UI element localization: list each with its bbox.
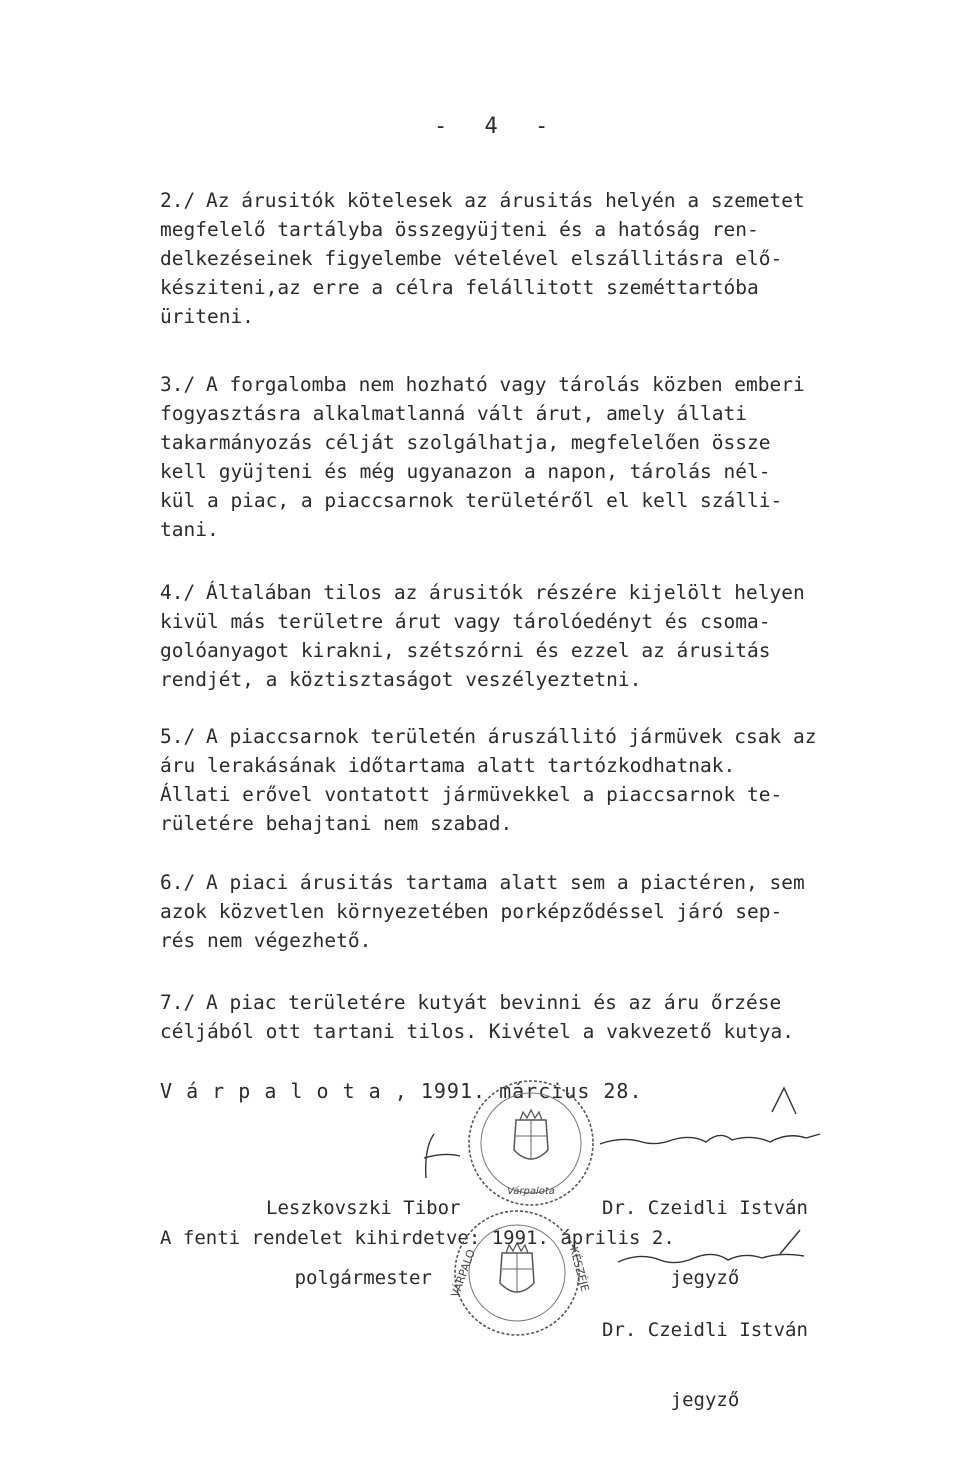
paragraph-4 <box>160 578 860 694</box>
paragraph-line: kell gyüjteni és még ugyanazon a napon, tárolás nél- <box>160 460 771 483</box>
svg-text:Várpalota: Várpalota <box>507 1186 555 1197</box>
paragraph-number: 5./ <box>160 725 196 748</box>
paragraph-line: delkezéseinek figyelembe vételével elszállitásra elő- <box>160 247 783 270</box>
notary2-title: jegyző <box>670 1389 740 1411</box>
paragraph-line: A piac területére kutyát bevinni és az áru őrzése <box>206 991 782 1014</box>
paragraph-line: tani. <box>160 518 219 541</box>
paragraph-2 <box>160 186 860 331</box>
paragraph-line: fogyasztásra alkalmatlanná vált árut, amely állati <box>160 402 747 425</box>
paragraph-3 <box>160 370 860 544</box>
paragraph-number: 3./ <box>160 373 196 396</box>
mayor-name: Leszkovszki Tibor <box>266 1197 461 1219</box>
paragraph-line: céljából ott tartani tilos. Kivétel a vakvezető kutya. <box>160 1020 794 1043</box>
svg-text:KÉSZÉJE: KÉSZÉJE <box>567 1245 592 1294</box>
place-date: V á r p a l o t a , 1991. március 28. <box>160 1079 643 1103</box>
paragraph-line: áru lerakásának időtartama alatt tartózkodhatnak. <box>160 754 736 777</box>
paragraph-line: rés nem végezhető. <box>160 929 372 952</box>
paragraph-line: rendjét, a köztisztaságot veszélyeztetni. <box>160 668 642 691</box>
paragraph-line: takarmányozás célját szolgálhatja, megfelelően össze <box>160 431 771 454</box>
announcement: A fenti rendelet kihirdetve: 1991. április 2. <box>160 1227 675 1249</box>
mayor-title: polgármester <box>294 1267 432 1289</box>
notary-title: jegyző <box>670 1267 740 1289</box>
paragraph-7 <box>160 988 860 1046</box>
official-seal-stamp-2 <box>442 1198 592 1348</box>
paragraph-number: 2./ <box>160 189 196 212</box>
notary-signature <box>592 1084 832 1164</box>
paragraph-number: 6./ <box>160 871 196 894</box>
paragraph-line: Általában tilos az árusitók részére kijelölt helyen <box>206 581 805 604</box>
notary-name: Dr. Czeidli István <box>602 1197 808 1219</box>
paragraph-line: Állati erővel vontatott jármüvekkel a piaccsarnok te- <box>160 783 783 806</box>
paragraph-number: 4./ <box>160 581 196 604</box>
svg-text:VÁRPALO: VÁRPALO <box>448 1247 478 1300</box>
notary2-block <box>602 1270 808 1460</box>
paragraph-line: A piaci árusitás tartama alatt sem a piactéren, sem <box>206 871 805 894</box>
paragraph-line: késziteni,az erre a célra felállitott szeméttartóba <box>160 276 759 299</box>
page-number: - 4 - <box>434 114 561 139</box>
paragraph-line: azok közvetlen környezetében porképződéssel járó sep- <box>160 900 783 923</box>
paragraph-5 <box>160 722 860 838</box>
paragraph-line: Az árusitók kötelesek az árusitás helyén a szemetet <box>206 189 805 212</box>
paragraph-line: kül a piac, a piaccsarnok területéről el kell szálli- <box>160 489 783 512</box>
paragraph-line: megfelelő tartályba összegyüjteni és a hatóság ren- <box>160 218 759 241</box>
paragraph-number: 7./ <box>160 991 196 1014</box>
mayor-signature <box>404 1128 484 1188</box>
notary2-name: Dr. Czeidli István <box>602 1319 808 1341</box>
paragraph-line: kivül más területre árut vagy tárolóedényt és csoma- <box>160 610 771 633</box>
paragraph-line: üriteni. <box>160 305 254 328</box>
paragraph-line: rületére behajtani nem szabad. <box>160 812 513 835</box>
notary2-signature <box>604 1222 824 1282</box>
paragraph-6 <box>160 868 860 955</box>
paragraph-line: A piaccsarnok területén áruszállitó jármüvek csak az <box>206 725 817 748</box>
paragraph-line: golóanyagot kirakni, szétszórni és ezzel az árusitás <box>160 639 771 662</box>
paragraph-line: A forgalomba nem hozható vagy tárolás közben emberi <box>206 373 805 396</box>
